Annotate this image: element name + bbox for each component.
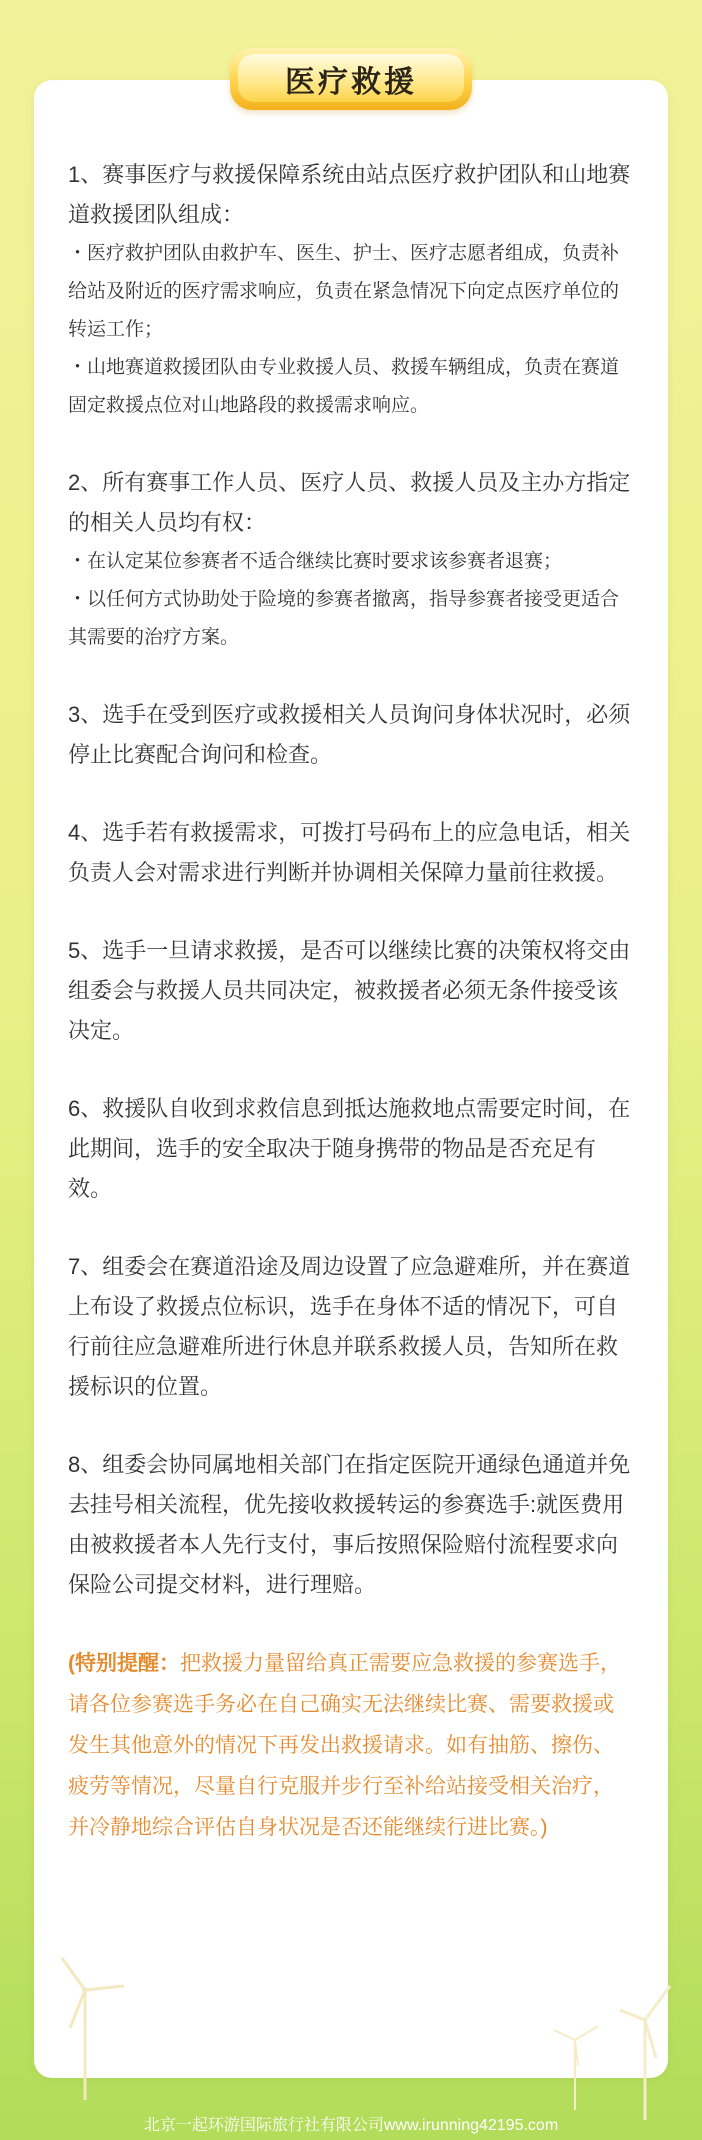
rule-4-text: 4、选手若有救援需求，可拨打号码布上的应急电话，相关负责人会对需求进行判断并协调相关保障力量前往救援。: [68, 820, 631, 885]
title-banner: [230, 48, 472, 110]
rule-3-text: 3、选手在受到医疗或救援相关人员询问身体状况时，必须停止比赛配合询问和检查。: [68, 702, 631, 767]
reminder-text: 把救援力量留给真正需要应急救援的参赛选手，请各位参赛选手务必在自己确实无法继续比赛、需要救援或发生其他意外的情况下再发出救援请求。如有抽筋、擦伤、疲劳等情况，尽量自行克服并步行至补给站接受相关治疗，并冷静地综合评估自身状况是否还能继续行进比赛。): [68, 1652, 621, 1839]
rule-7-text: 7、组委会在赛道沿途及周边设置了应急避难所，并在赛道上布设了救援点位标识，选手在身体不适的情况下，可自行前往应急避难所进行休息并联系救援人员，告知所在救援标识的位置。: [68, 1254, 631, 1399]
reminder-label: (特别提醒：: [68, 1652, 180, 1675]
rule-section-8: [68, 1445, 634, 1605]
special-reminder: [68, 1643, 634, 1848]
page-title: 医疗救援: [285, 66, 417, 99]
rule-section-5: [68, 931, 634, 1051]
rule-section-2: [68, 463, 634, 657]
wind-turbine-icon-left: [40, 1950, 130, 2100]
rule-section-1: [68, 155, 634, 425]
rule-6-text: 6、救援队自收到求救信息到抵达施救地点需要定时间，在此期间，选手的安全取决于随身携带的物品是否充足有效。: [68, 1096, 631, 1201]
rule-section-6: [68, 1089, 634, 1209]
rule-2-bullet-2: ・以任何方式协助处于险境的参赛者撤离，指导参赛者接受更适合其需要的治疗方案。: [68, 589, 620, 648]
rule-1-bullet-1: ・医疗救护团队由救护车、医生、护士、医疗志愿者组成，负责补给站及附近的医疗需求响应，负责在紧急情况下向定点医疗单位的转运工作；: [68, 243, 620, 340]
rule-section-7: [68, 1247, 634, 1407]
wind-turbine-icon-right: [600, 1980, 690, 2120]
rule-5-text: 5、选手一旦请求救援，是否可以继续比赛的决策权将交由组委会与救援人员共同决定，被救援者必须无条件接受该决定。: [68, 938, 631, 1043]
footer-company: 北京一起环游国际旅行社有限公司www.irunning42195.com: [143, 2117, 559, 2134]
rule-1-head: 1、赛事医疗与救援保障系统由站点医疗救护团队和山地赛道救援团队组成：: [68, 162, 631, 227]
rule-2-head: 2、所有赛事工作人员、医疗人员、救援人员及主办方指定的相关人员均有权：: [68, 470, 631, 535]
rule-section-3: [68, 695, 634, 775]
rule-2-bullet-1: ・在认定某位参赛者不适合继续比赛时要求该参赛者退赛；: [68, 551, 563, 572]
rule-section-4: [68, 813, 634, 893]
rule-8-text: 8、组委会协同属地相关部门在指定医院开通绿色通道并免去挂号相关流程，优先接收救援转运的参赛选手:就医费用由被救援者本人先行支付，事后按照保险赔付流程要求向保险公司提交材料，进行理赔。: [68, 1452, 631, 1597]
rules-content: [68, 155, 634, 1848]
rule-1-bullet-2: ・山地赛道救援团队由专业救援人员、救援车辆组成，负责在赛道固定救援点位对山地路段的救援需求响应。: [68, 357, 620, 416]
